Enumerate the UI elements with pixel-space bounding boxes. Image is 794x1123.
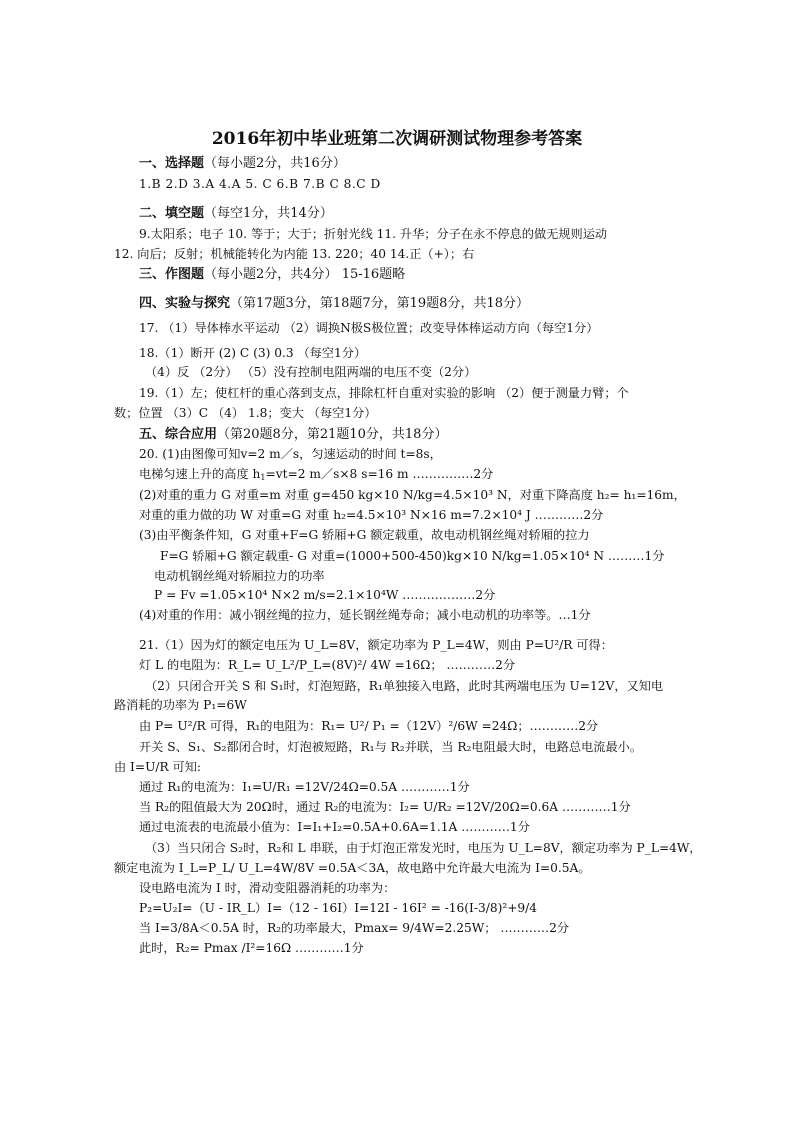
- q21-line-10: 通过电流表的电流最小值为：I=I₁+I₂=0.5A+0.6A=1.1A …………1分: [139, 820, 530, 834]
- q20-line-2-b: =vt=2 m／s×8 s=16 m ……………2分: [265, 467, 494, 481]
- q18-answer-a: 18.（1）断开 (2) C (3) 0.3 （每空1分）: [139, 346, 367, 360]
- q21-line-3: （2）只闭合开关 S 和 S₁时，灯泡短路，R₁单独接入电路，此时其两端电压为 U=12V，又知电: [145, 679, 664, 693]
- page-title: 2016年初中毕业班第二次调研测试物理参考答案: [211, 129, 583, 149]
- section-2-title: 二、填空题: [139, 206, 205, 221]
- section-4-title: 四、实验与探究: [139, 296, 231, 311]
- q20-line-6: F=G 轿厢+G 额定载重- G 对重=(1000+500-450)kg×10 N/kg=1.05×10⁴ N ………1分: [160, 549, 665, 563]
- q20-line-5: (3)由平衡条件知，G 对重+F=G 轿厢+G 额定载重，故电动机钢丝绳对轿厢的拉力: [139, 528, 590, 542]
- q19-answer-a: 19.（1）左；使杠杆的重心落到支点，排除杠杆自重对实验的影响 （2）便于测量力臂；个: [139, 386, 629, 400]
- q20-line-1: 20. (1)由图像可知v=2 m／s，匀速运动的时间 t=8s，: [139, 447, 442, 461]
- section-1-answers: 1.B 2.D 3.A 4.A 5. C 6.B 7.B C 8.C D: [139, 177, 381, 191]
- section-5-note: （第20题8分，第21题10分，共18分）: [217, 427, 448, 442]
- section-2-line-1: 9.太阳系；电子 10. 等于；大于；折射光线 11. 升华；分子在永不停息的做无规则运动: [139, 227, 608, 241]
- section-1-title: 一、选择题: [139, 156, 205, 171]
- q21-line-5: 由 P= U²/R 可得，R₁的电阻为：R₁= U²/ P₁ =（12V）²/6W =24Ω；…………2分: [139, 719, 599, 733]
- q21-line-12: 额定电流为 I_L=P_L/ U_L=4W/8V =0.5A＜3A，故电路中允许最大电流为 I=0.5A。: [114, 861, 591, 875]
- section-2-heading: [139, 205, 333, 222]
- q21-line-11: （3）当只闭合 S₂时，R₂和 L 串联，由于灯泡正常发光时，电压为 U_L=8V，额定功率为 P_L=4W，: [145, 841, 702, 855]
- section-3-note: （每小题2分，共4分） 15-16题略: [204, 267, 406, 282]
- q20-line-2: [139, 466, 493, 483]
- section-4-note: （第17题3分，第18题7分，第19题8分，共18分）: [230, 296, 529, 311]
- q21-line-2: 灯 L 的电阻为：R_L= U_L²/P_L=(8V)²/ 4W =16Ω； …………2分: [139, 658, 516, 672]
- q17-answer: 17. （1）导体棒水平运动 （2）调换N极S极位置；改变导体棒运动方向（每空1分）: [139, 321, 599, 335]
- section-2-line-2: 12. 向后；反射；机械能转化为内能 13. 220；40 14.正（+）；右: [114, 247, 475, 261]
- q20-line-3: (2)对重的重力 G 对重=m 对重 g=450 kg×10 N/kg=4.5×10³ N，对重下降高度 h₂= h₁=16m，: [139, 488, 686, 502]
- q21-line-8: 通过 R₁的电流为：I₁=U/R₁ =12V/24Ω=0.5A …………1分: [139, 780, 470, 794]
- q21-line-4: 路消耗的功率为 P₁=6W: [114, 698, 247, 712]
- q21-line-6: 开关 S、S₁、S₂都闭合时，灯泡被短路，R₁与 R₂并联，当 R₂电阻最大时，电路总电流最小。: [139, 740, 643, 754]
- q21-line-14: P₂=U₂I=（U - IR_L）I=（12 - 16I）I=12I - 16I² = -16(I-3/8)²+9/4: [139, 901, 538, 915]
- section-1-heading: [139, 155, 346, 172]
- q21-line-16: 此时，R₂= Pmax /I²=16Ω …………1分: [139, 941, 364, 955]
- q20-line-9: (4)对重的作用：减小钢丝绳的拉力，延长钢丝绳寿命；减小电动机的功率等。…1分: [139, 608, 591, 622]
- q21-line-13: 设电路电流为 I 时，滑动变阻器消耗的功率为：: [139, 881, 396, 895]
- section-3-heading: [139, 266, 405, 283]
- q18-answer-b: （4）反 （2分） （5）没有控制电阻两端的电压不变（2分）: [145, 365, 477, 379]
- section-1-note: （每小题2分，共16分）: [204, 156, 346, 171]
- q20-line-7: 电动机钢丝绳对轿厢拉力的功率: [154, 569, 325, 583]
- q21-line-9: 当 R₂的阻值最大为 20Ω时，通过 R₂的电流为：I₂= U/R₂ =12V/20Ω=0.6A …………1分: [139, 800, 631, 814]
- q21-line-1: 21.（1）因为灯的额定电压为 U_L=8V，额定功率为 P_L=4W，则由 P=U²/R 可得：: [139, 638, 613, 652]
- section-5-heading: [139, 426, 447, 443]
- q20-line-2-a: 电梯匀速上升的高度 h: [139, 467, 261, 481]
- section-4-heading: [139, 295, 529, 312]
- q20-line-2-sub: 1: [260, 473, 266, 482]
- q20-line-8: P = Fv =1.05×10⁴ N×2 m/s=2.1×10⁴W ………………2分: [154, 588, 496, 602]
- section-2-note: （每空1分，共14分）: [204, 206, 333, 221]
- section-5-title: 五、综合应用: [139, 427, 218, 442]
- q20-line-4: 对重的重力做的功 W 对重=G 对重 h₂=4.5×10³ N×16 m=7.2×10⁴ J …………2分: [139, 508, 604, 522]
- section-3-title: 三、作图题: [139, 267, 205, 282]
- q19-answer-b: 数；位置 （3）C （4） 1.8；变大 （每空1分）: [114, 406, 377, 420]
- q21-line-7: 由 I=U/R 可知:: [114, 760, 201, 774]
- q21-line-15: 当 I=3/8A＜0.5A 时，R₂的功率最大，Pmax= 9/4W=2.25W； …………2分: [139, 921, 570, 935]
